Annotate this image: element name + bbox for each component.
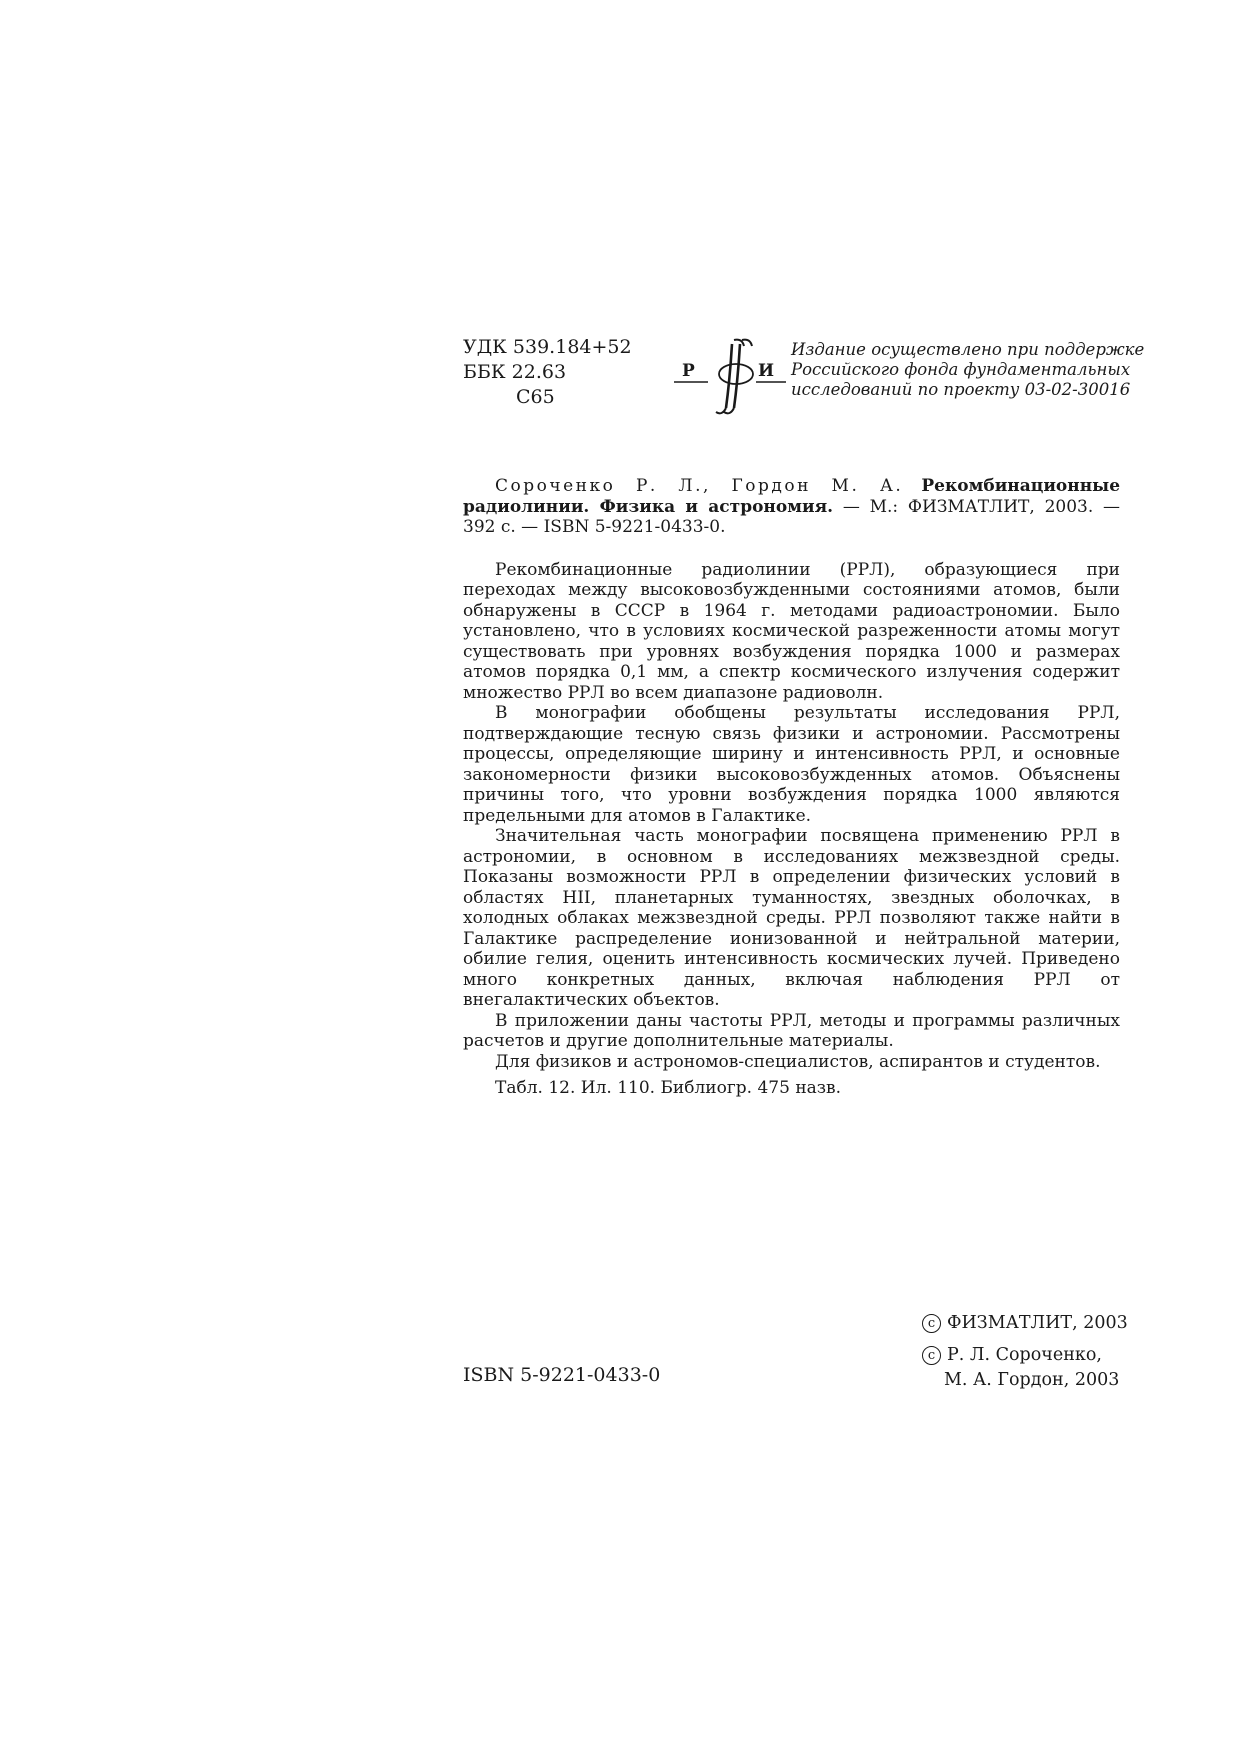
stats-line: Табл. 12. Ил. 110. Библиогр. 475 назв. [495, 1078, 842, 1098]
abstract-paragraph: Рекомбинационные радиолинии (РРЛ), образующиеся при переходах между высоковозбужденными состояниями атомов, были обнаружены в СССР в 1964 г. методами радиоастрономии. Было установлено, что в условиях космической разреженности атомы могут существовать при уровнях возбуждения порядка 1000 и размерах атомов порядка 0,1 мм, а спектр космического излучения содержит множество РРЛ во всем диапазоне радиоволн. [463, 559, 1120, 703]
copyright-author1: Р. Л. Сороченко, [947, 1345, 1102, 1365]
logo-right-letter: И [758, 361, 775, 381]
copyright-icon: c [922, 1314, 941, 1333]
annotation-block [463, 476, 1120, 1099]
logo-left-letter: Р [682, 361, 695, 381]
author-mark: С65 [516, 386, 555, 408]
support-note-line: Российского фонда фундаментальных [791, 360, 1131, 379]
bbk-code: ББК 22.63 [463, 361, 567, 383]
authors: Сороченко Р. Л., Гордон М. А. [495, 476, 904, 496]
copyright-icon: c [922, 1346, 941, 1365]
book-title: Рекомбинационные радиолинии. Физика и астрономия. [463, 476, 1121, 517]
udk-code: УДК 539.184+52 [463, 336, 632, 358]
abstract-paragraph: В приложении даны частоты РРЛ, методы и программы различных расчетов и другие дополнительные материалы. [463, 1010, 1120, 1051]
support-note-line: исследований по проекту 03-02-30016 [791, 380, 1131, 399]
abstract-paragraph: Значительная часть монографии посвящена применению РРЛ в астрономии, в основном в исследованиях межзвездной среды. Показаны возможности РРЛ в определении физических условий в областях HII, планетарных туманностях, звездных оболочках, в холодных облаках межзвездной среды. РРЛ позволяют также найти в Галактике распределение ионизованной и нейтральной материи, обилие гелия, оценить интенсивность космических лучей. Приведено много конкретных данных, включая наблюдения РРЛ от внегалактических объектов. [463, 826, 1120, 1010]
copyright-publisher: ФИЗМАТЛИТ, 2003 [947, 1313, 1128, 1333]
support-note [791, 340, 1144, 400]
imprint: — М.: ФИЗМАТЛИТ, 2003. — 392 с. — ISBN 5-9221-0433-0. [463, 496, 1120, 537]
copyright-block [922, 1311, 1128, 1393]
support-note-line: Издание осуществлено при поддержке [791, 340, 1145, 359]
abstract-paragraph: Для физиков и астрономов-специалистов, аспирантов и студентов. [495, 1051, 1101, 1072]
classification-codes [463, 335, 632, 410]
bibliographic-reference [463, 476, 1120, 538]
abstract-paragraph: В монографии обобщены результаты исследования РРЛ, подтверждающие тесную связь физики и астрономии. Рассмотрены процессы, определяющие ширину и интенсивность РРЛ, и основные закономерности физики высоковозбужденных атомов. Объяснены причины того, что уровни возбуждения порядка 1000 являются предельными для атомов в Галактике. [463, 703, 1120, 826]
isbn: ISBN 5-9221-0433-0 [463, 1364, 661, 1386]
copyright-author2: М. А. Гордон, 2003 [944, 1370, 1120, 1390]
